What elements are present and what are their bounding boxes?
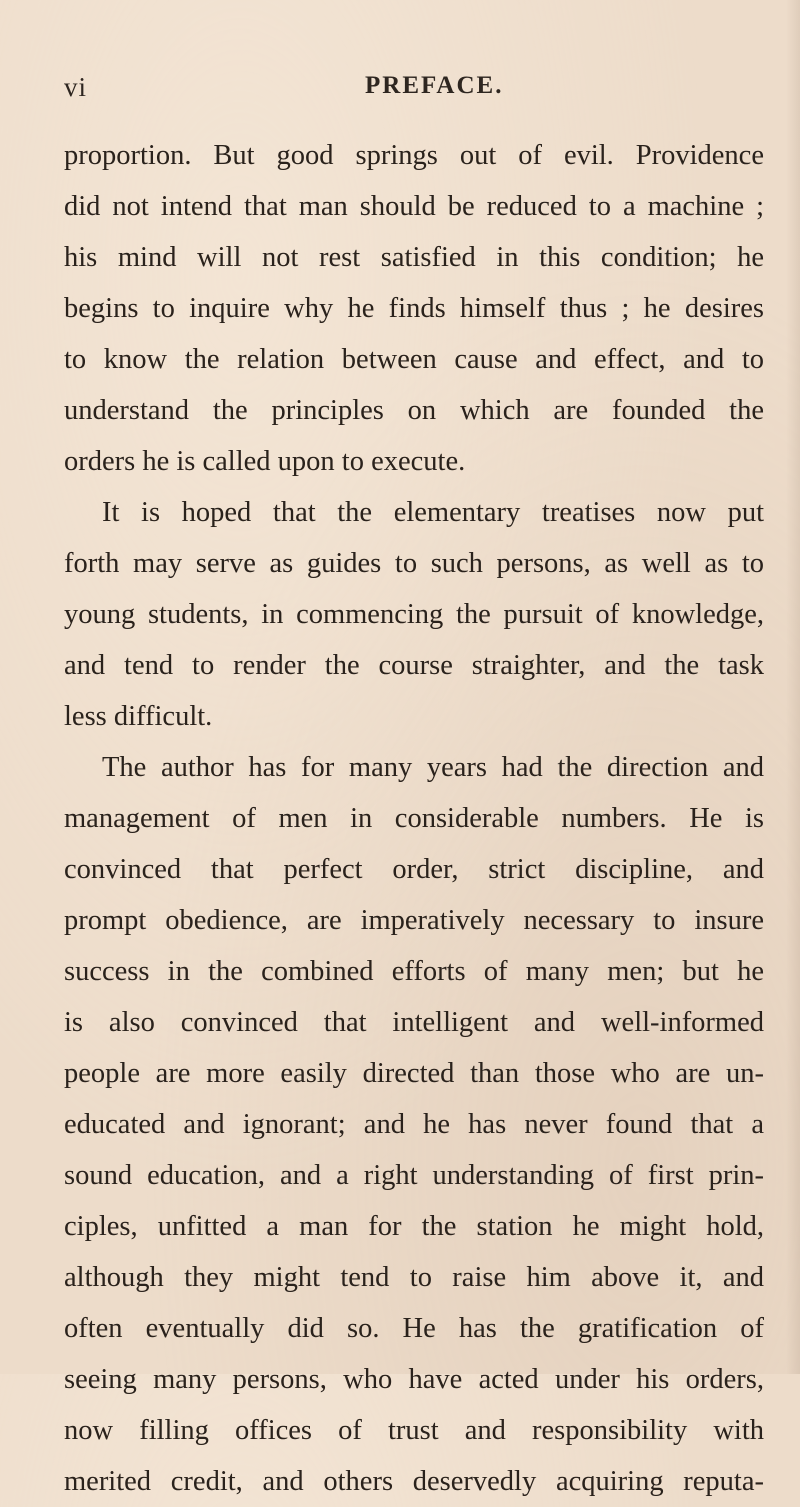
text-line: ciples, unfitted a man for the station he might hold, <box>64 1211 764 1242</box>
text-line: proportion. But good springs out of evil. Providence <box>64 140 764 171</box>
text-line: forth may serve as guides to such persons, as well as to <box>64 548 764 579</box>
text-line: sound education, and a right understanding of first prin- <box>64 1160 764 1191</box>
text-line: educated and ignorant; and he has never found that a <box>64 1109 764 1140</box>
text-line: did not intend that man should be reduced to a machine ; <box>64 191 764 222</box>
paragraph-start-line: The author has for many years had the direction and <box>102 752 764 783</box>
text-line: and tend to render the course straighter, and the task <box>64 650 764 681</box>
text-line: often eventually did so. He has the gratification of <box>64 1313 764 1344</box>
page-edge-shadow <box>786 0 800 1374</box>
page-number: vi <box>64 72 88 102</box>
text-line: begins to inquire why he finds himself thus ; he desires <box>64 293 764 324</box>
running-title: PREFACE. <box>365 72 504 99</box>
text-line: prompt obedience, are imperatively necessary to insure <box>64 905 764 936</box>
text-line: is also convinced that intelligent and well-informed <box>64 1007 764 1038</box>
running-head <box>64 72 764 112</box>
paragraph-start-line: It is hoped that the elementary treatises now put <box>102 497 764 528</box>
text-line: convinced that perfect order, strict discipline, and <box>64 854 764 885</box>
paragraph-end-line: less difficult. <box>64 701 213 732</box>
body-text <box>64 130 764 1507</box>
text-line: management of men in considerable numbers. He is <box>64 803 764 834</box>
text-line: success in the combined efforts of many men; but he <box>64 956 764 987</box>
text-line: to know the relation between cause and effect, and to <box>64 344 764 375</box>
text-line: people are more easily directed than those who are un- <box>64 1058 764 1089</box>
paragraph-end-line: orders he is called upon to execute. <box>64 446 466 477</box>
text-line: merited credit, and others deservedly acquiring reputa- <box>64 1466 764 1497</box>
text-line: young students, in commencing the pursuit of knowledge, <box>64 599 764 630</box>
text-line: although they might tend to raise him above it, and <box>64 1262 764 1293</box>
text-line: understand the principles on which are founded the <box>64 395 764 426</box>
text-line: seeing many persons, who have acted under his orders, <box>64 1364 764 1395</box>
text-line: now filling offices of trust and responsibility with <box>64 1415 764 1446</box>
text-line: his mind will not rest satisfied in this condition; he <box>64 242 764 273</box>
